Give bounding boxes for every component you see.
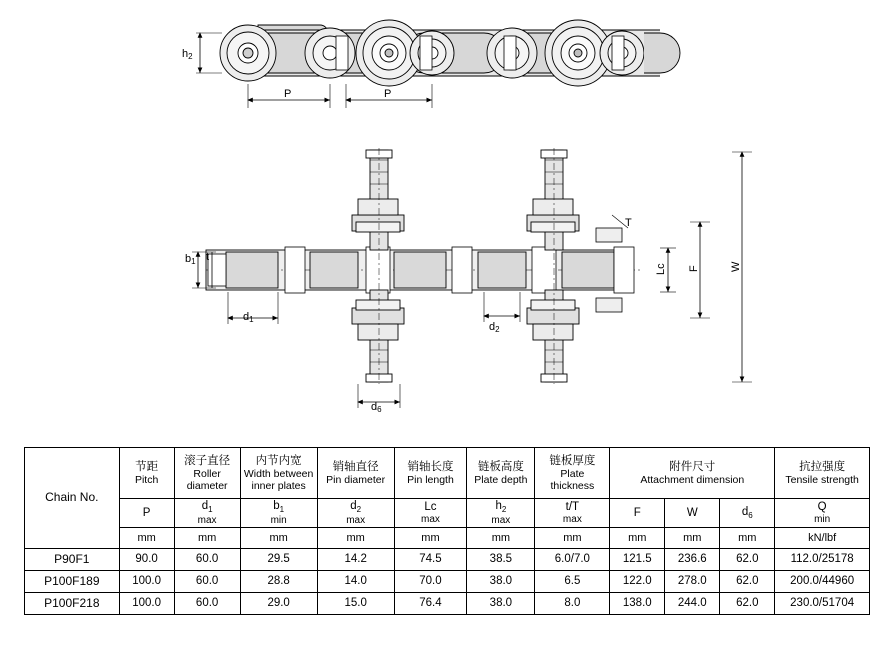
header-pin-length-en: Pin length [407,474,454,487]
row-chain-name: P100F189 [25,571,120,593]
cell-pitch: 90.0 [119,549,174,571]
cell-d6: 62.0 [720,571,775,593]
cell-b1: 28.8 [240,571,317,593]
cell-f: 122.0 [610,571,665,593]
chain-no-label: Chain No. [45,490,99,505]
label-d2: d2 [489,321,500,334]
cell-b1: 29.5 [240,549,317,571]
unit-d6: mm [720,528,775,549]
header-plate-thickness-en: Plate thickness [550,468,595,492]
header-pin-length [394,448,467,499]
unit-f: mm [610,528,665,549]
cell-d6: 62.0 [720,549,775,571]
cell-q: 230.0/51704 [775,593,870,615]
cell-f: 138.0 [610,593,665,615]
cell-w: 244.0 [665,593,720,615]
cell-b1: 29.0 [240,593,317,615]
header-plate-depth-en: Plate depth [474,474,528,487]
cell-pitch: 100.0 [119,593,174,615]
cell-lc: 74.5 [394,549,467,571]
header-pin-diameter-en: Pin diameter [326,474,386,487]
header-width-between-plates [240,448,317,499]
cell-q: 112.0/25178 [775,549,870,571]
header-roller-diameter-cn: 滚子直径 [184,455,231,468]
label-Lc: Lc [655,263,667,275]
header-roller-diameter [174,448,240,499]
header-pitch [119,448,174,499]
header-attachment-cn: 附件尺寸 [669,461,716,474]
unit-q: kN/lbf [775,528,870,549]
header-pin-diameter [317,448,394,499]
label-W: W [730,261,742,272]
cell-q: 200.0/44960 [775,571,870,593]
symbol-b1: $b_1$ min [240,499,317,528]
symbol-q: Q min [775,499,870,528]
unit-lc: mm [394,528,467,549]
cell-pitch: 100.0 [119,571,174,593]
symbol-pitch: P [119,499,174,528]
top-view-group [196,20,680,108]
table-row [25,571,870,593]
specification-table [24,447,870,615]
header-tensile-strength [775,448,870,499]
cell-lc: 76.4 [394,593,467,615]
cell-f: 121.5 [610,549,665,571]
label-F: F [688,265,700,272]
label-h2: h2 [182,48,193,61]
label-T: T [625,217,632,229]
cell-d1: 60.0 [174,593,240,615]
symbol-d2: $d_2$ max [317,499,394,528]
row-chain-name: P90F1 [25,549,120,571]
cell-d2: 14.2 [317,549,394,571]
symbol-d1: $d_1$ max [174,499,240,528]
header-pitch-cn: 节距 [135,461,159,474]
table-row [25,593,870,615]
symbol-w: W [665,499,720,528]
label-t: t [206,251,210,263]
cell-d2: 14.0 [317,571,394,593]
cell-t-T: 8.0 [535,593,610,615]
cell-d1: 60.0 [174,549,240,571]
unit-w: mm [665,528,720,549]
label-p-2: P [384,88,392,100]
cell-h2: 38.5 [467,549,535,571]
cell-t-T: 6.0/7.0 [535,549,610,571]
unit-pitch: mm [119,528,174,549]
header-attachment-en: Attachment dimension [640,474,745,487]
header-width-cn: 内节内宽 [255,455,302,468]
header-pin-diameter-cn: 销轴直径 [332,461,379,474]
label-d6: d6 [371,401,382,414]
header-plate-thickness [535,448,610,499]
symbol-f: F [610,499,665,528]
header-chain-no [25,448,120,549]
cell-d1: 60.0 [174,571,240,593]
label-b1: b1 [185,253,196,266]
header-tensile-en: Tensile strength [785,474,859,487]
cell-w: 278.0 [665,571,720,593]
unit-t-T: mm [535,528,610,549]
cell-d2: 15.0 [317,593,394,615]
header-plate-depth [467,448,535,499]
cell-h2: 38.0 [467,593,535,615]
unit-b1: mm [240,528,317,549]
row-chain-name: P100F218 [25,593,120,615]
header-attachment-dimension [610,448,775,499]
main-view-group [192,148,752,408]
symbol-d6: $d_6$ [720,499,775,528]
label-p-1: P [284,88,292,100]
header-plate-depth-cn: 链板高度 [477,461,524,474]
header-tensile-cn: 抗拉强度 [799,461,846,474]
header-width-en: Width between inner plates [243,468,314,492]
symbol-h2: $h_2$ max [467,499,535,528]
unit-d2: mm [317,528,394,549]
header-roller-diameter-en: Roller diameter [186,468,228,492]
symbol-t-T: t/T max [535,499,610,528]
cell-h2: 38.0 [467,571,535,593]
cell-w: 236.6 [665,549,720,571]
label-d1: d1 [243,311,254,324]
symbol-lc: Lc max [394,499,467,528]
header-plate-thickness-cn: 链板厚度 [549,455,596,468]
table-row [25,549,870,571]
header-pin-length-cn: 销轴长度 [407,461,454,474]
unit-d1: mm [174,528,240,549]
header-pitch-en: Pitch [134,474,159,487]
cell-d6: 62.0 [720,593,775,615]
cell-lc: 70.0 [394,571,467,593]
unit-h2: mm [467,528,535,549]
cell-t-T: 6.5 [535,571,610,593]
